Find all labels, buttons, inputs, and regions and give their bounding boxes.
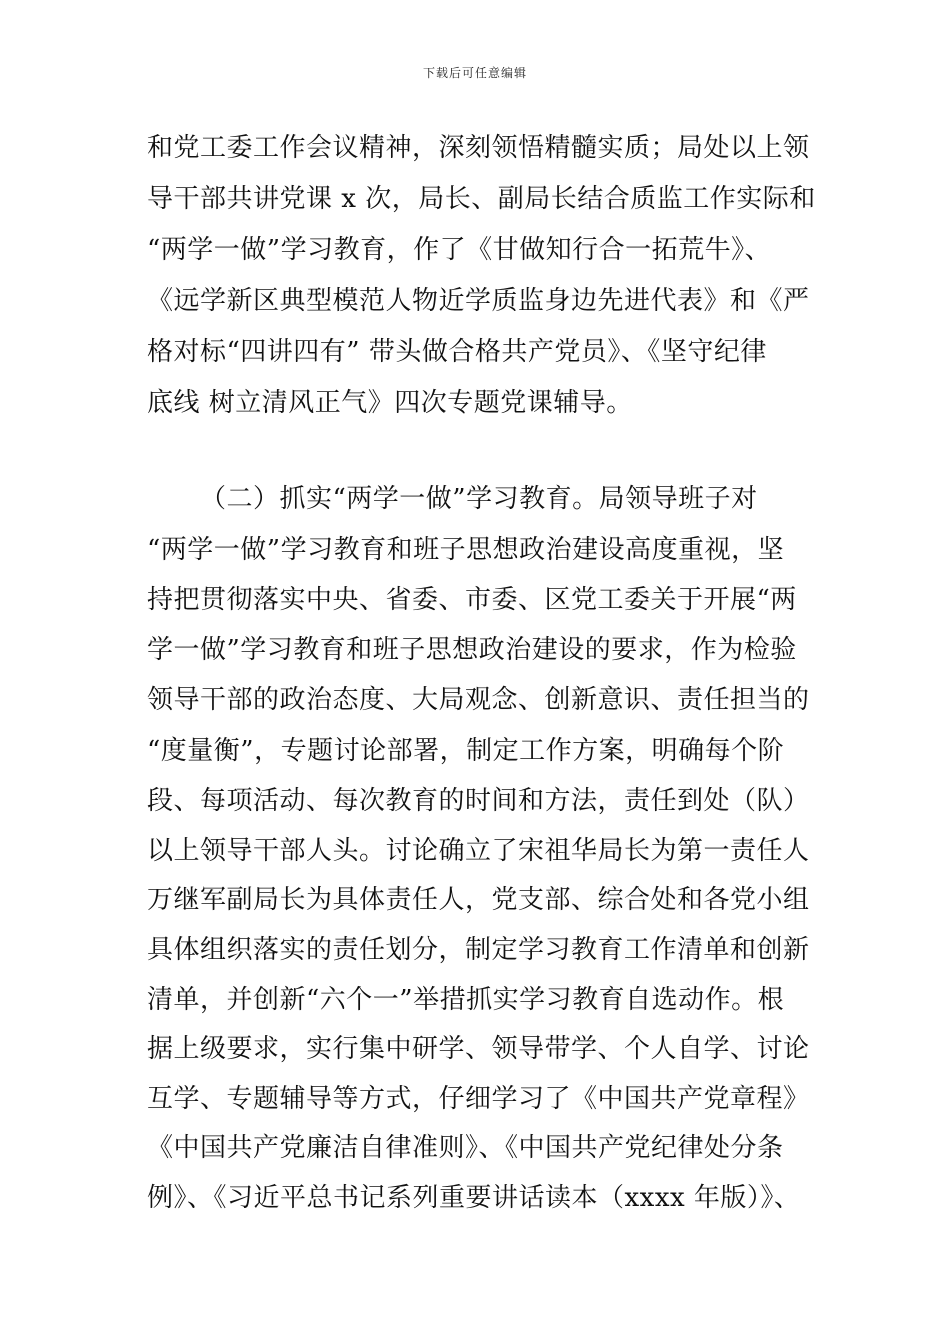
paragraph-2-line: 万继军副局长为具体责任人，党支部、综合处和各党小组 xyxy=(147,885,810,915)
paragraph-1-line: 《远学新区典型模范人物近学质监身边先进代表》和《严 xyxy=(147,286,810,316)
paragraph-1-line: 导干部共讲党课 x 次，局长、副局长结合质监工作实际和 xyxy=(147,184,816,214)
paragraph-1-line: 格对标“四讲四有” 带头做合格共产党员》、《坚守纪律 xyxy=(147,337,767,367)
paragraph-2-line: 例》、《习近平总书记系列重要讲话读本（xxxx 年版）》、 xyxy=(147,1183,801,1213)
paragraph-2-line: 学一做”学习教育和班子思想政治建设的要求，作为检验 xyxy=(147,635,797,665)
paragraph-1-line: 和党工委工作会议精神，深刻领悟精髓实质；局处以上领 xyxy=(147,133,810,163)
paragraph-2-line: （二）抓实“两学一做”学习教育。局领导班子对 xyxy=(200,484,758,514)
paragraph-2-line: 清单，并创新“六个一”举措抓实学习教育自选动作。根 xyxy=(147,985,785,1015)
paragraph-2-line: 《中国共产党廉洁自律准则》、《中国共产党纪律处分条 xyxy=(147,1133,784,1163)
paragraph-2-line: 段、每项活动、每次教育的时间和方法，责任到处（队） xyxy=(147,786,810,816)
paragraph-2-line: “两学一做”学习教育和班子思想政治建设高度重视，坚 xyxy=(147,535,785,565)
paragraph-2-line: 持把贯彻落实中央、省委、市委、区党工委关于开展“两 xyxy=(147,585,797,615)
paragraph-2-line: 以上领导干部人头。讨论确立了宋祖华局长为第一责任人 xyxy=(147,836,810,866)
paragraph-1-line: “两学一做”学习教育，作了《甘做知行合一拓荒牛》、 xyxy=(147,235,772,265)
paragraph-2-line: 据上级要求，实行集中研学、领导带学、个人自学、讨论 xyxy=(147,1034,810,1064)
paragraph-2-line: “度量衡”，专题讨论部署，制定工作方案，明确每个阶 xyxy=(147,736,785,766)
paragraph-2-line: 互学、专题辅导等方式，仔细学习了《中国共产党章程》 xyxy=(147,1084,810,1114)
paragraph-1-line: 底线 树立清风正气》四次专题党课辅导。 xyxy=(147,388,633,418)
paragraph-2-line: 具体组织落实的责任划分，制定学习教育工作清单和创新 xyxy=(147,935,810,965)
paragraph-2-line: 领导干部的政治态度、大局观念、创新意识、责任担当的 xyxy=(147,685,810,715)
page-header: 下载后可任意编辑 xyxy=(422,66,527,80)
